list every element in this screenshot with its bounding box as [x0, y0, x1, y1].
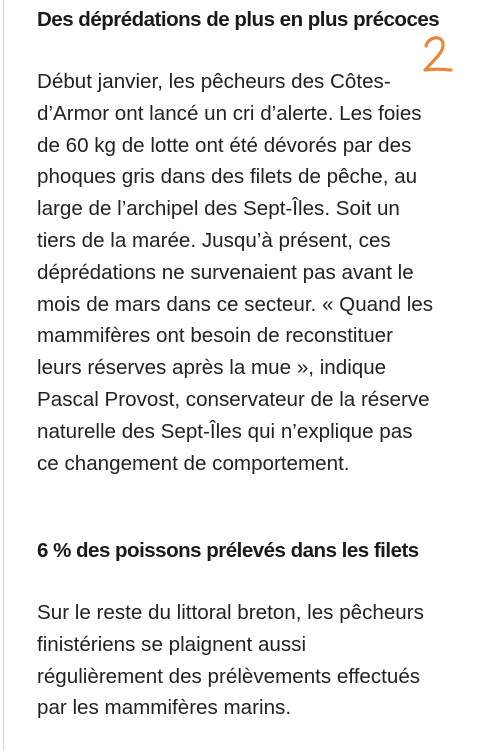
- section-heading-2: 6 % des poissons prélevés dans les filets: [37, 539, 419, 562]
- text-line: de 60 kg de lotte ont été dévorés par des: [37, 133, 412, 157]
- paragraph-2: [37, 597, 424, 724]
- text-line: Pascal Provost, conservateur de la réserve: [37, 387, 430, 411]
- text-line: mammifères ont besoin de reconstituer: [37, 324, 393, 348]
- text-line: déprédations ne survenaient pas avant le: [37, 260, 414, 284]
- text-line: d’Armor ont lancé un cri d’alerte. Les foies: [37, 101, 422, 125]
- text-line: large de l’archipel des Sept-Îles. Soit un: [37, 197, 400, 221]
- paragraph-1: [37, 66, 433, 479]
- text-line: ce changement de comportement.: [37, 451, 350, 475]
- text-line: naturelle des Sept-Îles qui n’explique pas: [37, 419, 413, 443]
- text-line: Début janvier, les pêcheurs des Côtes-: [37, 70, 391, 93]
- text-line: par les mammifères marins.: [37, 696, 292, 720]
- text-line: Sur le reste du littoral breton, les pêcheurs: [37, 601, 424, 624]
- text-line: finistériens se plaignent aussi: [37, 632, 307, 656]
- left-divider: [3, 0, 4, 750]
- text-line: leurs réserves après la mue », indique: [37, 356, 387, 380]
- text-line: tiers de la marée. Jusqu’à présent, ces: [37, 228, 391, 252]
- section-heading-1: Des déprédations de plus en plus précoces: [37, 8, 440, 31]
- text-line: mois de mars dans ce secteur. « Quand les: [37, 292, 434, 316]
- text-line: phoques gris dans des filets de pêche, au: [37, 165, 418, 189]
- text-line: régulièrement des prélèvements effectués: [37, 664, 421, 688]
